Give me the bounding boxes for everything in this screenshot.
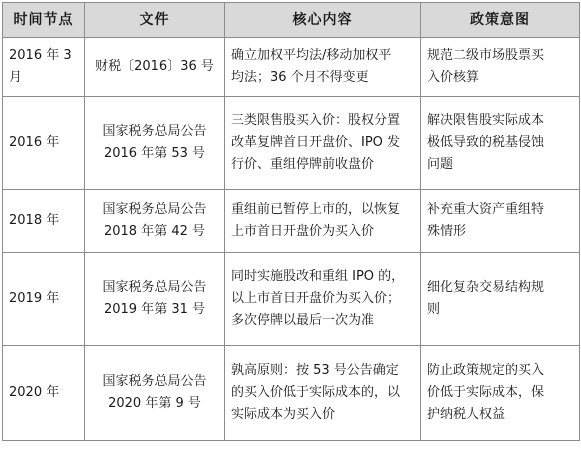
cell-policy-intent (421, 253, 580, 346)
cell-text-line: 财税〔2016〕36 号 (95, 59, 214, 74)
header-row (3, 3, 580, 38)
cell-text-line: 护纳税人权益 (427, 407, 506, 422)
cell-policy-intent (421, 346, 580, 441)
table-header (3, 3, 580, 38)
cell-text-line: 2016 年第 53 号 (103, 146, 206, 161)
cell-policy-intent (421, 97, 580, 190)
cell-text-line: 补充重大资产重组特 (427, 202, 545, 217)
cell-text-line: 行价、重组停牌前收盘价 (231, 157, 375, 172)
cell-text-line: 的买入价低于实际成本的，以 (231, 385, 401, 400)
cell-text-line: 实际成本为买入价 (231, 407, 336, 422)
cell-core-content (225, 190, 421, 253)
cell-text-line: 国家税务总局公告 (102, 280, 207, 295)
cell-text-line: 国家税务总局公告 (102, 202, 207, 217)
policy-table-container (2, 2, 579, 441)
cell-text-line: 月 (9, 70, 23, 85)
cell-text-line: 极低导致的税基侵蚀 (427, 135, 545, 150)
cell-text-line: 2020 年第 9 号 (108, 396, 201, 411)
cell-policy-intent (421, 38, 580, 97)
cell-text-line: 以上市首日开盘价为买入价； (231, 291, 401, 306)
cell-text-line: 价低于实际成本，保 (427, 385, 545, 400)
table-body (3, 38, 580, 441)
cell-document (85, 97, 225, 190)
cell-text-line: 2019 年第 31 号 (103, 302, 206, 317)
cell-text-line: 均法；36 个月不得变更 (231, 70, 369, 85)
cell-core-content (225, 97, 421, 190)
cell-text-line: 规范二级市场股票买 (427, 48, 545, 63)
cell-period (3, 346, 85, 441)
cell-text-line: 三类限售股买入价：股权分置 (231, 113, 401, 128)
cell-core-content (225, 253, 421, 346)
header-policy-intent: 政策意图 (421, 3, 580, 38)
cell-text-line: 国家税务总局公告 (102, 124, 207, 139)
cell-text-line: 2016 年 (9, 135, 60, 150)
table-row (3, 253, 580, 346)
cell-text-line: 多次停牌以最后一次为准 (231, 313, 375, 328)
cell-text-line: 问题 (427, 157, 454, 172)
cell-text-line: 重组前已暂停上市的，以恢复 (231, 202, 401, 217)
cell-text-line: 细化复杂交易结构规 (427, 280, 545, 295)
cell-text-line: 2020 年 (9, 385, 60, 400)
cell-period (3, 253, 85, 346)
cell-period (3, 38, 85, 97)
cell-document (85, 346, 225, 441)
cell-document (85, 38, 225, 97)
header-period: 时间节点 (3, 3, 85, 38)
cell-core-content (225, 346, 421, 441)
cell-period (3, 190, 85, 253)
cell-text-line: 2018 年第 42 号 (103, 224, 206, 239)
cell-text-line: 2016 年 3 (9, 48, 72, 63)
cell-text-line: 解决限售股实际成本 (427, 113, 545, 128)
table-row (3, 190, 580, 253)
cell-text-line: 改革复牌首日开盘价、IPO 发 (231, 135, 401, 150)
cell-text-line: 国家税务总局公告 (102, 374, 207, 389)
cell-text-line: 入价核算 (427, 70, 480, 85)
cell-core-content (225, 38, 421, 97)
cell-period (3, 97, 85, 190)
header-document: 文件 (85, 3, 225, 38)
policy-timeline-table (2, 2, 580, 441)
cell-text-line: 上市首日开盘价为买入价 (231, 224, 375, 239)
header-core-content: 核心内容 (225, 3, 421, 38)
cell-text-line: 则 (427, 302, 441, 317)
cell-text-line: 同时实施股改和重组 IPO 的， (231, 269, 405, 284)
cell-document (85, 190, 225, 253)
table-row (3, 38, 580, 97)
table-row (3, 97, 580, 190)
cell-document (85, 253, 225, 346)
cell-text-line: 防止政策规定的买入 (427, 363, 545, 378)
cell-policy-intent (421, 190, 580, 253)
cell-text-line: 确立加权平均法/移动加权平 (231, 48, 392, 63)
cell-text-line: 孰高原则：按 53 号公告确定 (231, 363, 399, 378)
table-row (3, 346, 580, 441)
cell-text-line: 殊情形 (427, 224, 467, 239)
cell-text-line: 2018 年 (9, 213, 60, 228)
cell-text-line: 2019 年 (9, 291, 60, 306)
